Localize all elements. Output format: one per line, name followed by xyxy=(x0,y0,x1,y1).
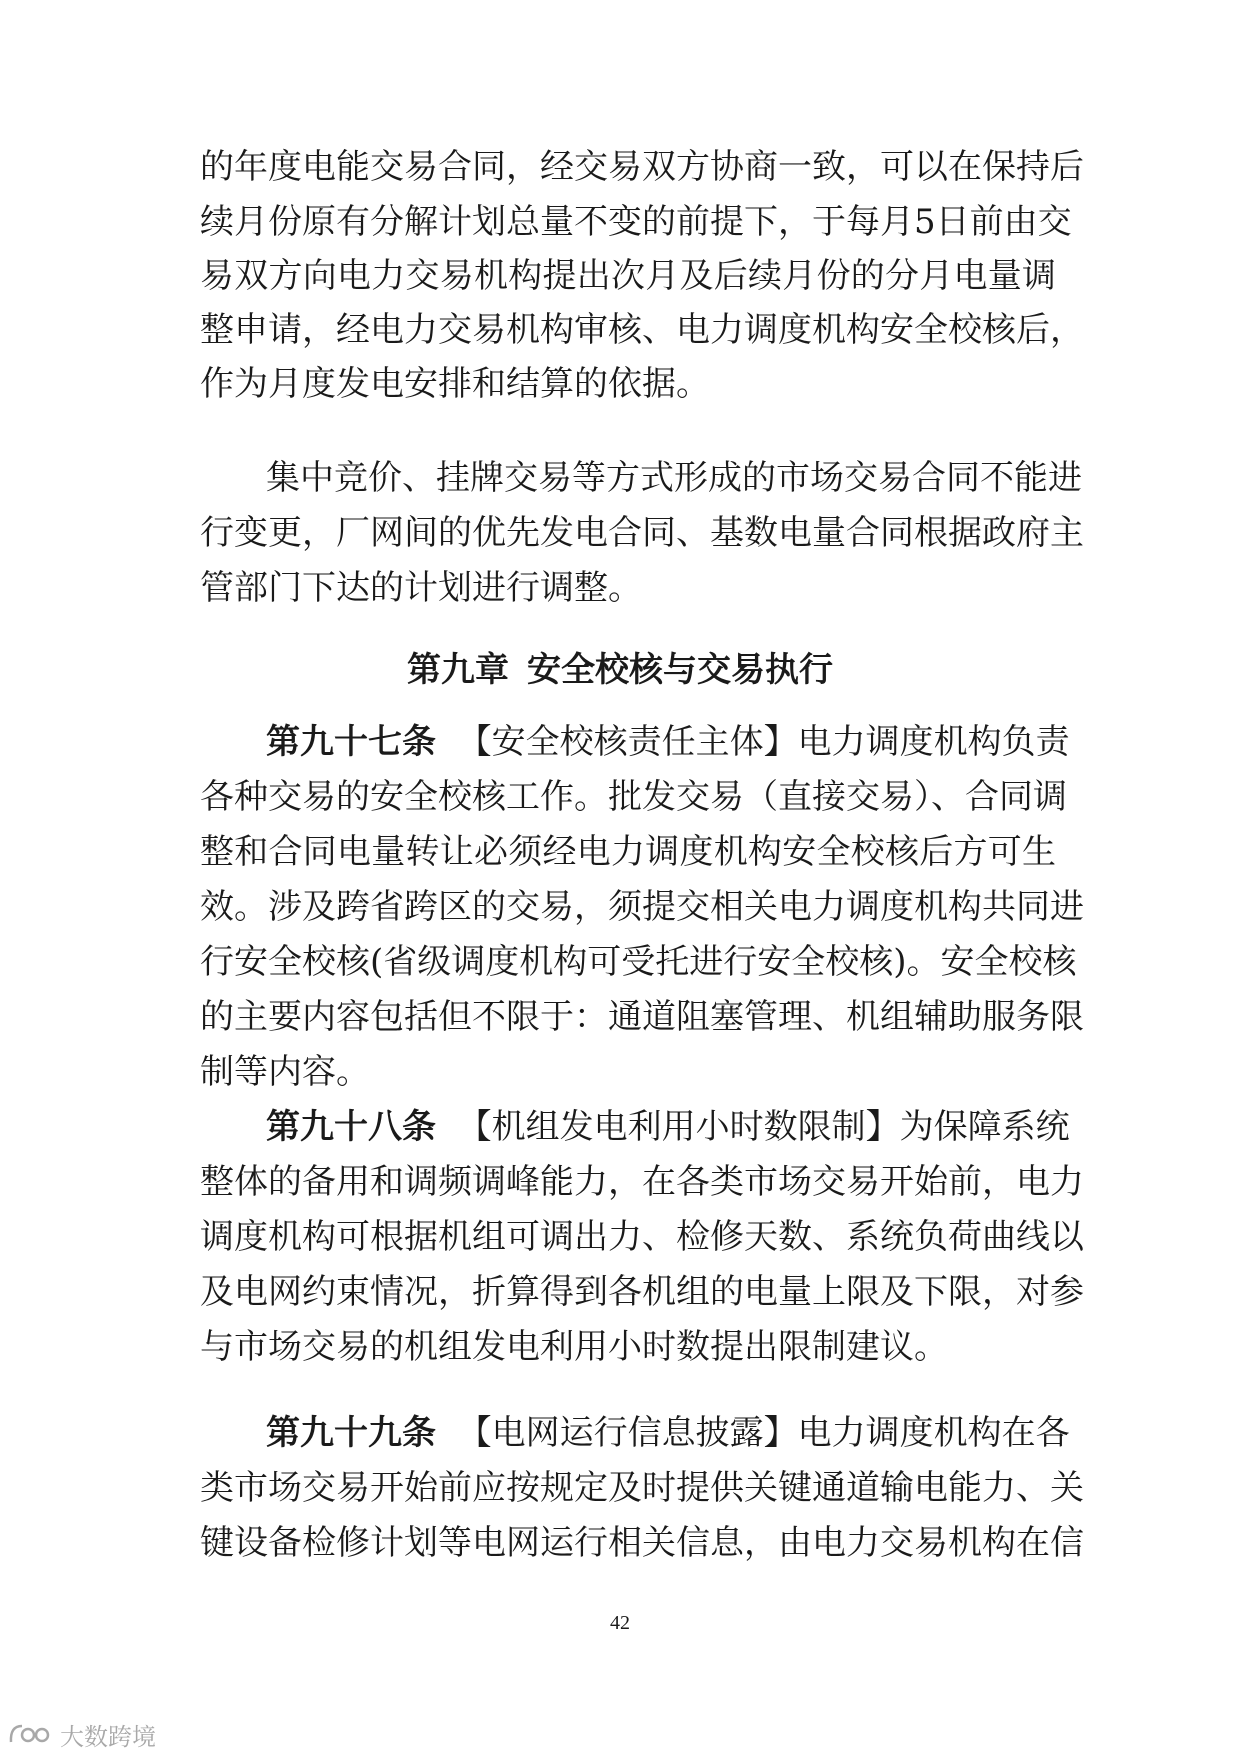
text-line: 各种交易的安全校核工作。批发交易（直接交易）、合同调 xyxy=(200,777,1067,817)
text-line: 整体的备用和调频调峰能力，在各类市场交易开始前，电力 xyxy=(200,1162,1084,1202)
text-line: 行安全校核(省级调度机构可受托进行安全校核)。安全校核 xyxy=(200,942,1077,982)
chapter-number: 第九章 xyxy=(407,650,509,690)
article-number: 第九十九条 xyxy=(266,1413,436,1453)
text-line: 调度机构可根据机组可调出力、检修天数、系统负荷曲线以 xyxy=(200,1217,1084,1257)
article-first-line xyxy=(266,1097,1070,1157)
article-number: 第九十七条 xyxy=(266,722,436,762)
watermark-text: 大数跨境 xyxy=(60,1722,156,1751)
text-line: 整和合同电量转让必须经电力调度机构安全校核后方可生 xyxy=(200,832,1056,872)
article-text: 【电网运行信息披露】电力调度机构在各 xyxy=(457,1413,1070,1453)
page-number: 42 xyxy=(610,1612,630,1634)
text-line: 及电网约束情况，折算得到各机组的电量上限及下限，对参 xyxy=(200,1272,1084,1312)
chapter-title: 安全校核与交易执行 xyxy=(527,650,833,690)
text-line: 行变更，厂网间的优先发电合同、基数电量合同根据政府主 xyxy=(200,513,1084,553)
text-line: 键设备检修计划等电网运行相关信息，由电力交易机构在信 xyxy=(200,1523,1084,1563)
article-first-line xyxy=(266,712,1070,772)
text-line: 集中竞价、挂牌交易等方式形成的市场交易合同不能进 xyxy=(266,458,1082,498)
text-line: 效。涉及跨省跨区的交易，须提交相关电力调度机构共同进 xyxy=(200,887,1084,927)
chapter-heading xyxy=(0,640,1240,700)
watermark xyxy=(8,1718,156,1750)
article-first-line xyxy=(266,1403,1070,1463)
text-line: 作为月度发电安排和结算的依据。 xyxy=(200,364,710,404)
logo-icon xyxy=(8,1720,54,1748)
text-line: 续月份原有分解计划总量不变的前提下，于每月5日前由交 xyxy=(200,202,1072,242)
text-line: 的年度电能交易合同，经交易双方协商一致，可以在保持后 xyxy=(200,147,1084,187)
article-text: 【安全校核责任主体】电力调度机构负责 xyxy=(457,722,1070,762)
text-line: 易双方向电力交易机构提出次月及后续月份的分月电量调 xyxy=(200,256,1056,296)
text-line: 的主要内容包括但不限于：通道阻塞管理、机组辅助服务限 xyxy=(200,997,1084,1037)
text-line: 管部门下达的计划进行调整。 xyxy=(200,568,642,608)
text-line: 制等内容。 xyxy=(200,1052,370,1092)
text-line: 整申请，经电力交易机构审核、电力调度机构安全校核后， xyxy=(200,310,1084,350)
article-text: 【机组发电利用小时数限制】为保障系统 xyxy=(457,1107,1070,1147)
text-line: 与市场交易的机组发电利用小时数提出限制建议。 xyxy=(200,1327,948,1367)
text-line: 类市场交易开始前应按规定及时提供关键通道输电能力、关 xyxy=(200,1468,1084,1508)
article-number: 第九十八条 xyxy=(266,1107,436,1147)
